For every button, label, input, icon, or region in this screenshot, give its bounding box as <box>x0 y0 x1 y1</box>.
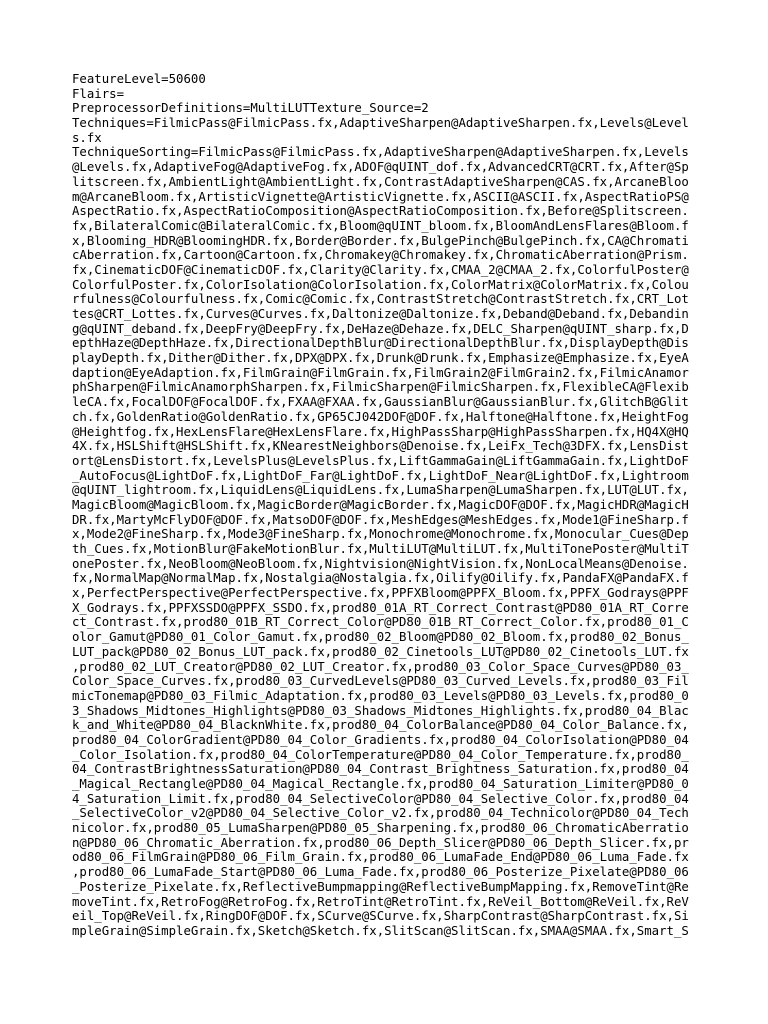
text-line: g@qUINT_deband.fx,DeepFry@DeepFry.fx,DeHaze@Dehaze.fx,DELC_Sharpen@qUINT_sharp.fx,D <box>72 321 689 336</box>
text-line: tes@CRT_Lottes.fx,Curves@Curves.fx,Daltonize@Daltonize.fx,Deband@Deband.fx,Debandin <box>72 307 689 321</box>
text-line: ,prod80_02_LUT_Creator@PD80_02_LUT_Creator.fx,prod80_03_Color_Space_Curves@PD80_03_ <box>72 659 689 674</box>
text-line: m@ArcaneBloom.fx,ArtisticVignette@ArtisticVignette.fx,ASCII@ASCII.fx,AspectRatioPS@ <box>72 189 689 204</box>
text-line: @qUINT_lightroom.fx,LiquidLens@LiquidLens.fx,LumaSharpen@LumaSharpen.fx,LUT@LUT.fx, <box>72 483 689 498</box>
text-line: 4_Saturation_Limit.fx,prod80_04_SelectiveColor@PD80_04_Selective_Color.fx,prod80_04 <box>72 791 689 806</box>
text-line: DR.fx,MartyMcFlyDOF@DOF.fx,MatsoDOF@DOF.fx,MeshEdges@MeshEdges.fx,Mode1@FineSharp.f <box>72 512 689 527</box>
text-line: x,PerfectPerspective@PerfectPerspective.fx,PPFXBloom@PPFX_Bloom.fx,PPFX_Godrays@PPF <box>72 586 689 601</box>
text-line: th_Cues.fx,MotionBlur@FakeMotionBlur.fx,MultiLUT@MultiLUT.fx,MultiTonePoster@MultiT <box>72 542 689 556</box>
text-line: k_and_White@PD80_04_BlacknWhite.fx,prod80_04_ColorBalance@PD80_04_Color_Balance.fx, <box>72 718 689 733</box>
text-line: mpleGrain@SimpleGrain.fx,Sketch@Sketch.fx,SlitScan@SlitScan.fx,SMAA@SMAA.fx,Smart_S <box>72 923 689 938</box>
text-line: fx,NormalMap@NormalMap.fx,Nostalgia@Nostalgia.fx,Oilify@Oilify.fx,PandaFX@PandaFX.f <box>72 571 689 586</box>
ini-text-document <box>72 72 702 939</box>
text-line: micTonemap@PD80_03_Filmic_Adaptation.fx,prod80_03_Levels@PD80_03_Levels.fx,prod80_0 <box>72 688 689 703</box>
text-line: phSharpen@FilmicAnamorphSharpen.fx,FilmicSharpen@FilmicSharpen.fx,FlexibleCA@Flexib <box>72 380 689 395</box>
text-line: ct_Contrast.fx,prod80_01B_RT_Correct_Color@PD80_01B_RT_Correct_Color.fx,prod80_01_C <box>72 615 689 630</box>
text-line: x,Blooming_HDR@BloomingHDR.fx,Border@Border.fx,BulgePinch@BulgePinch.fx,CA@Chromati <box>72 233 689 248</box>
text-line: leCA.fx,FocalDOF@FocalDOF.fx,FXAA@FXAA.fx,GaussianBlur@GaussianBlur.fx,GlitchB@Glit <box>72 395 689 410</box>
text-line: X_Godrays.fx,PPFXSSDO@PPFX_SSDO.fx,prod80_01A_RT_Correct_Contrast@PD80_01A_RT_Corre <box>72 600 689 615</box>
text-line: litscreen.fx,AmbientLight@AmbientLight.fx,ContrastAdaptiveSharpen@CAS.fx,ArcaneBloo <box>72 174 689 189</box>
text-line: _AutoFocus@LightDoF.fx,LightDoF_Far@LightDoF.fx,LightDoF_Near@LightDoF.fx,Lightroom <box>72 468 689 483</box>
text-line: @Heightfog.fx,HexLensFlare@HexLensFlare.fx,HighPassSharp@HighPassSharpen.fx,HQ4X@HQ <box>72 424 689 439</box>
text-line: ort@LensDistort.fx,LevelsPlus@LevelsPlus.fx,LiftGammaGain@LiftGammaGain.fx,LightDoF <box>72 453 689 468</box>
text-line: Color_Space_Curves.fx,prod80_03_CurvedLevels@PD80_03_Curved_Levels.fx,prod80_03_Fil <box>72 674 689 689</box>
text-line: moveTint.fx,RetroFog@RetroFog.fx,RetroTint@RetroTint.fx,ReVeil_Bottom@ReVeil.fx,ReV <box>72 894 689 909</box>
text-line: 4X.fx,HSLShift@HSLShift.fx,KNearestNeighbors@Denoise.fx,LeiFx_Tech@3DFX.fx,LensDist <box>72 439 689 454</box>
text-line: MagicBloom@MagicBloom.fx,MagicBorder@MagicBorder.fx,MagicDOF@DOF.fx,MagicHDR@MagicH <box>72 497 689 512</box>
text-line: AspectRatio.fx,AspectRatioComposition@AspectRatioComposition.fx,Before@Splitscreen. <box>72 204 689 219</box>
text-line: cAberration.fx,Cartoon@Cartoon.fx,Chromakey@Chromakey.fx,ChromaticAberration@Prism. <box>72 248 689 263</box>
text-line: _SelectiveColor_v2@PD80_04_Selective_Color_v2.fx,prod80_04_Technicolor@PD80_04_Tech <box>72 806 689 821</box>
text-line: s.fx <box>72 130 102 145</box>
text-line: Techniques=FilmicPass@FilmicPass.fx,AdaptiveSharpen@AdaptiveSharpen.fx,Levels@Level <box>72 116 689 131</box>
text-line: nicolor.fx,prod80_05_LumaSharpen@PD80_05_Sharpening.fx,prod80_06_ChromaticAberratio <box>72 821 689 836</box>
text-line: LUT_pack@PD80_02_Bonus_LUT_pack.fx,prod80_02_Cinetools_LUT@PD80_02_Cinetools_LUT.fx <box>72 644 689 659</box>
text-line: _Color_Isolation.fx,prod80_04_ColorTemperature@PD80_04_Color_Temperature.fx,prod80_ <box>72 747 689 762</box>
text-line: x,Mode2@FineSharp.fx,Mode3@FineSharp.fx,Monochrome@Monochrome.fx,Monocular_Cues@Dep <box>72 527 689 542</box>
text-line: Flairs= <box>72 86 125 101</box>
text-line: _Posterize_Pixelate.fx,ReflectiveBumpmapping@ReflectiveBumpMapping.fx,RemoveTint@Re <box>72 879 689 894</box>
text-line: TechniqueSorting=FilmicPass@FilmicPass.fx,AdaptiveSharpen@AdaptiveSharpen.fx,Levels <box>72 145 689 160</box>
text-line: onePoster.fx,NeoBloom@NeoBloom.fx,Nightvision@NightVision.fx,NonLocalMeans@Denoise. <box>72 556 689 571</box>
text-line: ,prod80_06_LumaFade_Start@PD80_06_Luma_Fade.fx,prod80_06_Posterize_Pixelate@PD80_06 <box>72 865 689 880</box>
text-line: rfulness@Colourfulness.fx,Comic@Comic.fx,ContrastStretch@ContrastStretch.fx,CRT_Lot <box>72 292 689 307</box>
text-line: fx,CinematicDOF@CinematicDOF.fx,Clarity@Clarity.fx,CMAA_2@CMAA_2.fx,ColorfulPoster@ <box>72 262 689 277</box>
text-line: daption@EyeAdaption.fx,FilmGrain@FilmGrain.fx,FilmGrain2@FilmGrain2.fx,FilmicAnamor <box>72 365 689 380</box>
text-line: playDepth.fx,Dither@Dither.fx,DPX@DPX.fx,Drunk@Drunk.fx,Emphasize@Emphasize.fx,EyeA <box>72 351 689 366</box>
text-line: fx,BilateralComic@BilateralComic.fx,Bloom@qUINT_bloom.fx,BloomAndLensFlares@Bloom.f <box>72 218 689 233</box>
text-line: eil_Top@ReVeil.fx,RingDOF@DOF.fx,SCurve@SCurve.fx,SharpContrast@SharpContrast.fx,Si <box>72 909 689 924</box>
text-line: PreprocessorDefinitions=MultiLUTTexture_Source=2 <box>72 101 429 116</box>
text-line: _Magical_Rectangle@PD80_04_Magical_Rectangle.fx,prod80_04_Saturation_Limiter@PD80_0 <box>72 777 689 791</box>
text-line: epthHaze@DepthHaze.fx,DirectionalDepthBlur@DirectionalDepthBlur.fx,DisplayDepth@Dis <box>72 336 689 351</box>
text-line: n@PD80_06_Chromatic_Aberration.fx,prod80_06_Depth_Slicer@PD80_06_Depth_Slicer.fx,pr <box>72 835 689 850</box>
text-line: ColorfulPoster.fx,ColorIsolation@ColorIsolation.fx,ColorMatrix@ColorMatrix.fx,Colou <box>72 277 689 292</box>
text-line: od80_06_FilmGrain@PD80_06_Film_Grain.fx,prod80_06_LumaFade_End@PD80_06_Luma_Fade.fx <box>72 850 689 865</box>
text-line: 3_Shadows_Midtones_Highlights@PD80_03_Shadows_Midtones_Highlights.fx,prod80_04_Blac <box>72 703 689 718</box>
text-line: olor_Gamut@PD80_01_Color_Gamut.fx,prod80_02_Bloom@PD80_02_Bloom.fx,prod80_02_Bonus_ <box>72 630 689 645</box>
text-line: FeatureLevel=50600 <box>72 72 206 86</box>
text-line: 04_ContrastBrightnessSaturation@PD80_04_Contrast_Brightness_Saturation.fx,prod80_04 <box>72 762 689 777</box>
text-line: @Levels.fx,AdaptiveFog@AdaptiveFog.fx,ADOF@qUINT_dof.fx,AdvancedCRT@CRT.fx,After@Sp <box>72 160 689 175</box>
text-line: ch.fx,GoldenRatio@GoldenRatio.fx,GP65CJ042DOF@DOF.fx,Halftone@Halftone.fx,HeightFog <box>72 409 689 424</box>
text-line: prod80_04_ColorGradient@PD80_04_Color_Gradients.fx,prod80_04_ColorIsolation@PD80_04 <box>72 732 689 747</box>
